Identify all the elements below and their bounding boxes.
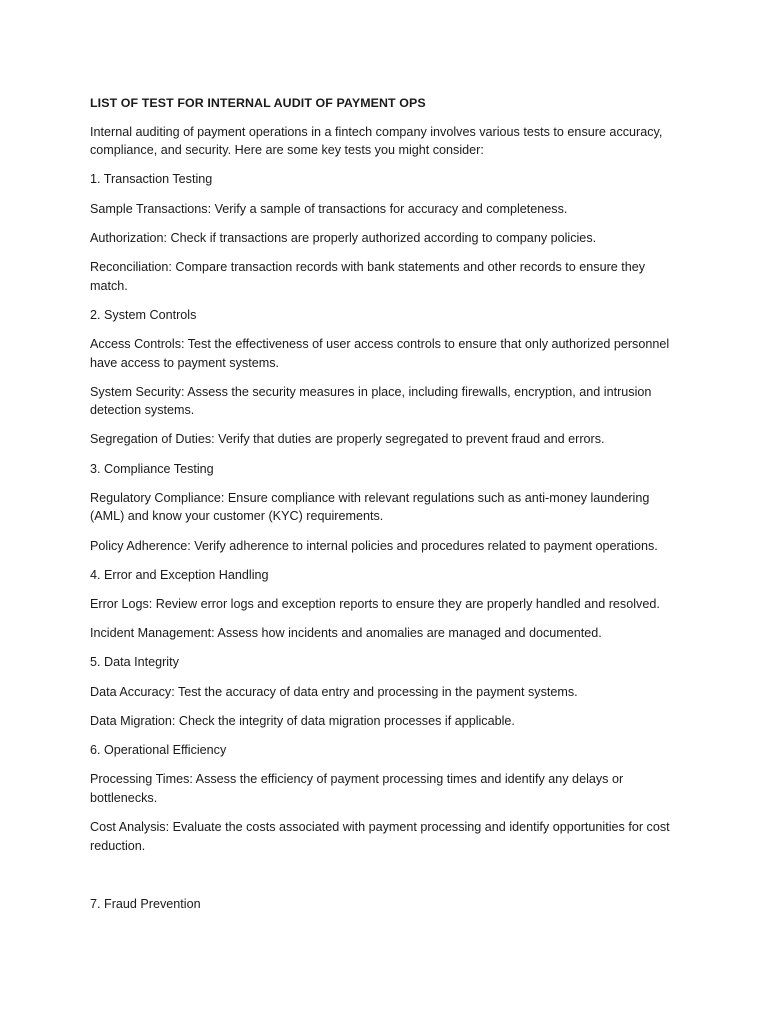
section-6-item-2: Cost Analysis: Evaluate the costs associated with payment processing and identify opportunities for cost reduction. xyxy=(90,819,670,853)
section-4-item-2: Incident Management: Assess how incidents and anomalies are managed and documented. xyxy=(90,626,602,641)
section-2-item-3: Segregation of Duties: Verify that duties are properly segregated to prevent fraud and errors. xyxy=(90,432,605,447)
document-body xyxy=(90,94,680,924)
intro-paragraph: Internal auditing of payment operations in a fintech company involves various tests to ensure accuracy, compliance, and security. Here are some key tests you might consider: xyxy=(90,124,663,158)
section-4-item-1: Error Logs: Review error logs and exception reports to ensure they are properly handled and resolved. xyxy=(90,597,660,611)
section-6-item-1: Processing Times: Assess the efficiency of payment processing times and identify any delays or bottlenecks. xyxy=(90,772,624,805)
section-heading-5: 5. Data Integrity xyxy=(90,655,179,670)
section-5-item-2: Data Migration: Check the integrity of data migration processes if applicable. xyxy=(90,713,515,728)
section-5-item-1: Data Accuracy: Test the accuracy of data entry and processing in the payment systems. xyxy=(90,684,578,699)
section-heading-1: 1. Transaction Testing xyxy=(90,172,213,187)
section-3-item-1: Regulatory Compliance: Ensure compliance with relevant regulations such as anti-money laundering (AML) and know your customer (KYC) requirements. xyxy=(90,490,650,524)
section-3-item-2: Policy Adherence: Verify adherence to internal policies and procedures related to payment operations. xyxy=(90,538,658,553)
section-heading-4: 4. Error and Exception Handling xyxy=(90,567,269,582)
section-2-item-1: Access Controls: Test the effectiveness of user access controls to ensure that only authorized personnel have access to payment systems. xyxy=(90,336,670,370)
section-heading-2: 2. System Controls xyxy=(90,307,197,322)
section-heading-6: 6. Operational Efficiency xyxy=(90,742,227,757)
document-title: LIST OF TEST FOR INTERNAL AUDIT OF PAYMENT OPS xyxy=(90,96,426,110)
section-2-item-2: System Security: Assess the security measures in place, including firewalls, encryption, and intrusion detection systems. xyxy=(90,384,652,418)
section-heading-7: 7. Fraud Prevention xyxy=(90,896,201,911)
section-1-item-1: Sample Transactions: Verify a sample of transactions for accuracy and completeness. xyxy=(90,201,568,216)
section-1-item-2: Authorization: Check if transactions are properly authorized according to company policies. xyxy=(90,230,597,245)
blank-line xyxy=(90,866,680,895)
section-1-item-3: Reconciliation: Compare transaction records with bank statements and other records to ensure they match. xyxy=(90,259,646,293)
section-heading-3: 3. Compliance Testing xyxy=(90,461,214,476)
